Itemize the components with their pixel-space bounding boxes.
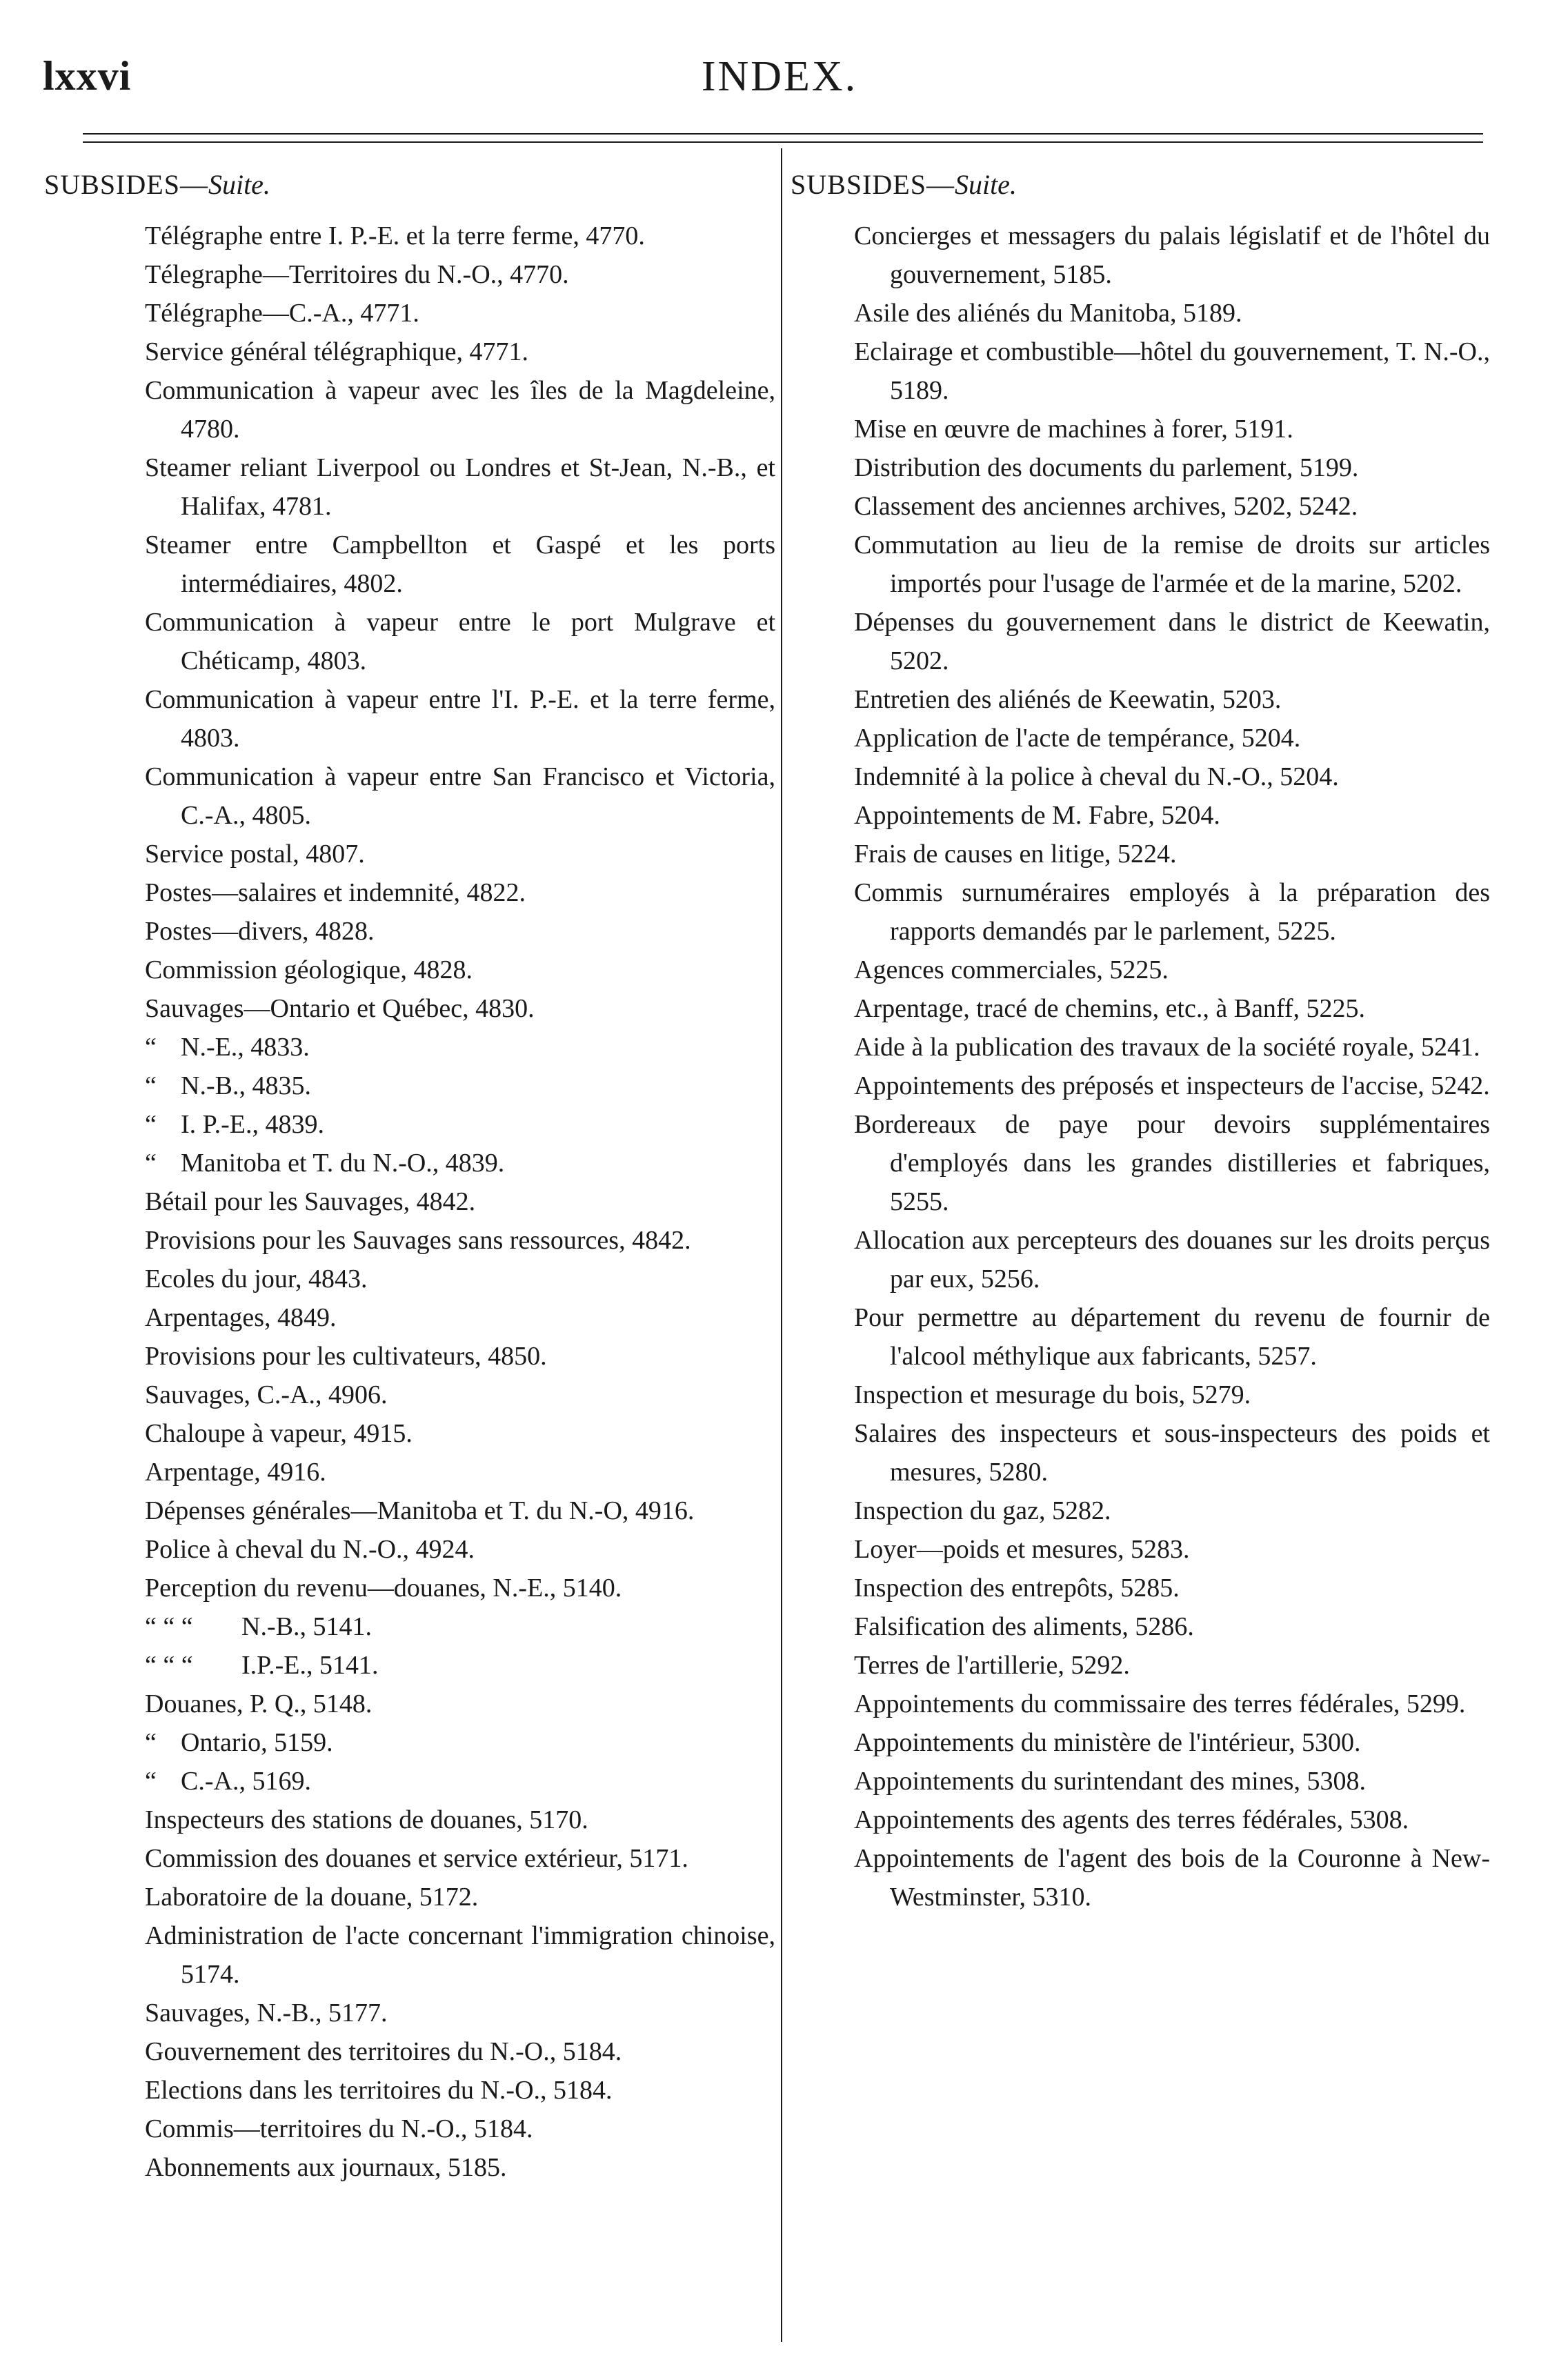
ditto-text: I. P.-E., 4839.: [181, 1110, 324, 1139]
index-entry: Commutation au lieu de la remise de droits sur articles importés pour l'usage de l'armée et de la marine, 5202.: [854, 530, 1490, 598]
ditto-text: N.-E., 4833.: [181, 1033, 310, 1062]
index-entry: Abonnements aux journaux, 5185.: [145, 2153, 507, 2182]
index-entry: Appointements du surintendant des mines, 5308.: [854, 1767, 1366, 1796]
index-entry: Bordereaux de paye pour devoirs supplémentaires d'employés dans les grandes distilleries et fabriques, 5255.: [854, 1110, 1490, 1216]
left-column: [44, 166, 775, 2187]
left-column-heading: [44, 166, 775, 204]
index-entry: Elections dans les territoires du N.-O., 5184.: [145, 2076, 613, 2105]
index-entry: Pour permettre au département du revenu de fournir de l'alcool méthylique aux fabricants, 5257.: [854, 1303, 1490, 1371]
index-entry: Sauvages, C.-A., 4906.: [145, 1380, 388, 1409]
index-entry: Aide à la publication des travaux de la société royale, 5241.: [854, 1033, 1480, 1062]
index-entry-ditto: [145, 1028, 775, 1067]
index-entry: Sauvages—Ontario et Québec, 4830.: [145, 994, 535, 1023]
index-entry: Inspection et mesurage du bois, 5279.: [854, 1380, 1251, 1409]
index-entry: Communication à vapeur entre San Francisco et Victoria, C.-A., 4805.: [145, 762, 775, 830]
index-entry: Télegraphe—Territoires du N.-O., 4770.: [145, 260, 569, 289]
index-entry: Sauvages, N.-B., 5177.: [145, 1999, 388, 2027]
index-entry: Commission des douanes et service extérieur, 5171.: [145, 1844, 688, 1873]
index-entry: Arpentages, 4849.: [145, 1303, 337, 1332]
index-entry: Asile des aliénés du Manitoba, 5189.: [854, 299, 1242, 328]
index-entry: Laboratoire de la douane, 5172.: [145, 1883, 479, 1912]
index-entry: Indemnité à la police à cheval du N.-O., 5204.: [854, 762, 1339, 791]
heading-suite: Suite.: [208, 169, 270, 200]
index-entry: Administration de l'acte concernant l'immigration chinoise, 5174.: [145, 1921, 775, 1989]
ditto-marks: “: [145, 1149, 157, 1178]
index-entry: Provisions pour les cultivateurs, 4850.: [145, 1342, 547, 1371]
index-entry: Distribution des documents du parlement, 5199.: [854, 453, 1359, 482]
index-entry: Télégraphe entre I. P.-E. et la terre ferme, 4770.: [145, 221, 645, 250]
index-entry: Terres de l'artillerie, 5292.: [854, 1651, 1130, 1680]
page-number: lxxvi: [43, 53, 132, 99]
index-entry: Appointements de M. Fabre, 5204.: [854, 801, 1220, 830]
index-entry: Commis surnuméraires employés à la préparation des rapports demandés par le parlement, 5225.: [854, 878, 1490, 946]
index-entry: Douanes, P. Q., 5148.: [145, 1689, 373, 1718]
index-entry: Chaloupe à vapeur, 4915.: [145, 1419, 413, 1448]
index-entry: Concierges et messagers du palais législatif et de l'hôtel du gouvernement, 5185.: [854, 221, 1490, 289]
index-entry: Inspecteurs des stations de douanes, 5170.: [145, 1805, 588, 1834]
index-entry: Perception du revenu—douanes, N.-E., 5140.: [145, 1574, 622, 1603]
ditto-text: I.P.-E., 5141.: [241, 1651, 379, 1680]
index-entry: Service postal, 4807.: [145, 840, 365, 869]
ditto-text: N.-B., 5141.: [241, 1612, 372, 1641]
index-entry: Gouvernement des territoires du N.-O., 5184.: [145, 2037, 622, 2066]
index-entry-ditto: [145, 1144, 775, 1182]
index-entry: Communication à vapeur entre le port Mulgrave et Chéticamp, 4803.: [145, 608, 775, 675]
index-entry: Appointements des préposés et inspecteurs de l'accise, 5242.: [854, 1071, 1490, 1100]
ditto-marks: “: [145, 1728, 157, 1757]
ditto-text: Manitoba et T. du N.-O., 4839.: [181, 1149, 505, 1178]
heading-text: SUBSIDES—: [44, 169, 208, 200]
index-entry: Ecoles du jour, 4843.: [145, 1265, 368, 1293]
left-entry-list: [44, 217, 775, 2187]
index-entry: Application de l'acte de tempérance, 5204.: [854, 724, 1301, 753]
header-double-rule: [83, 133, 1483, 143]
index-entry: Mise en œuvre de machines à forer, 5191.: [854, 415, 1293, 444]
index-entry: Police à cheval du N.-O., 4924.: [145, 1535, 475, 1564]
index-entry: Steamer entre Campbellton et Gaspé et les ports intermédiaires, 4802.: [145, 530, 775, 598]
ditto-marks: “ “ “: [145, 1612, 193, 1641]
index-entry: Bétail pour les Sauvages, 4842.: [145, 1187, 476, 1216]
ditto-text: Ontario, 5159.: [181, 1728, 333, 1757]
page-title: INDEX.: [701, 53, 858, 100]
right-entry-list: [791, 217, 1490, 1916]
index-entry: Télégraphe—C.-A., 4771.: [145, 299, 419, 328]
index-entry: Commission géologique, 4828.: [145, 955, 473, 984]
index-entry-ditto: [145, 1723, 775, 1762]
index-entry: Postes—salaires et indemnité, 4822.: [145, 878, 526, 907]
index-entry: Eclairage et combustible—hôtel du gouvernement, T. N.-O., 5189.: [854, 337, 1490, 405]
index-entry: Arpentage, 4916.: [145, 1458, 326, 1487]
index-entry: Communication à vapeur avec les îles de la Magdeleine, 4780.: [145, 376, 775, 444]
index-entry: Allocation aux percepteurs des douanes sur les droits perçus par eux, 5256.: [854, 1226, 1490, 1293]
index-entry: Postes—divers, 4828.: [145, 917, 375, 946]
index-entry: Appointements de l'agent des bois de la Couronne à New-Westminster, 5310.: [854, 1844, 1490, 1912]
right-column-heading: [791, 166, 1490, 204]
ditto-text: C.-A., 5169.: [181, 1767, 311, 1796]
index-entry: Loyer—poids et mesures, 5283.: [854, 1535, 1190, 1564]
index-entry: Salaires des inspecteurs et sous-inspecteurs des poids et mesures, 5280.: [854, 1419, 1490, 1487]
ditto-marks: “: [145, 1071, 157, 1100]
ditto-marks: “: [145, 1033, 157, 1062]
index-entry: Service général télégraphique, 4771.: [145, 337, 529, 366]
index-entry: Dépenses du gouvernement dans le district de Keewatin, 5202.: [854, 608, 1490, 675]
index-entry: Entretien des aliénés de Keewatin, 5203.: [854, 685, 1282, 714]
index-entry: Classement des anciennes archives, 5202, 5242.: [854, 492, 1358, 521]
index-entry: Inspection des entrepôts, 5285.: [854, 1574, 1180, 1603]
index-entry: Steamer reliant Liverpool ou Londres et St-Jean, N.-B., et Halifax, 4781.: [145, 453, 775, 521]
index-entry: Dépenses générales—Manitoba et T. du N.-O, 4916.: [145, 1496, 695, 1525]
index-entry-ditto: [145, 1607, 775, 1646]
index-entry-ditto: [145, 1646, 775, 1685]
index-entry: Provisions pour les Sauvages sans ressources, 4842.: [145, 1226, 691, 1255]
ditto-marks: “ “ “: [145, 1651, 193, 1680]
index-entry: Arpentage, tracé de chemins, etc., à Banff, 5225.: [854, 994, 1366, 1023]
heading-suite: Suite.: [954, 169, 1017, 200]
index-entry-ditto: [145, 1762, 775, 1801]
index-entry: Appointements des agents des terres fédérales, 5308.: [854, 1805, 1409, 1834]
index-entry: Frais de causes en litige, 5224.: [854, 840, 1177, 869]
right-column: [791, 166, 1490, 1916]
index-entry-ditto: [145, 1105, 775, 1144]
index-entry-ditto: [145, 1067, 775, 1105]
ditto-marks: “: [145, 1110, 157, 1139]
ditto-marks: “: [145, 1767, 157, 1796]
index-entry: Falsification des aliments, 5286.: [854, 1612, 1194, 1641]
index-entry: Inspection du gaz, 5282.: [854, 1496, 1111, 1525]
heading-text: SUBSIDES—: [791, 169, 955, 200]
ditto-text: N.-B., 4835.: [181, 1071, 311, 1100]
index-entry: Appointements du commissaire des terres fédérales, 5299.: [854, 1689, 1466, 1718]
index-entry: Commis—territoires du N.-O., 5184.: [145, 2114, 533, 2143]
index-entry: Appointements du ministère de l'intérieur, 5300.: [854, 1728, 1361, 1757]
index-entry: Agences commerciales, 5225.: [854, 955, 1169, 984]
column-divider: [781, 148, 782, 2342]
index-entry: Communication à vapeur entre l'I. P.-E. et la terre ferme, 4803.: [145, 685, 775, 753]
